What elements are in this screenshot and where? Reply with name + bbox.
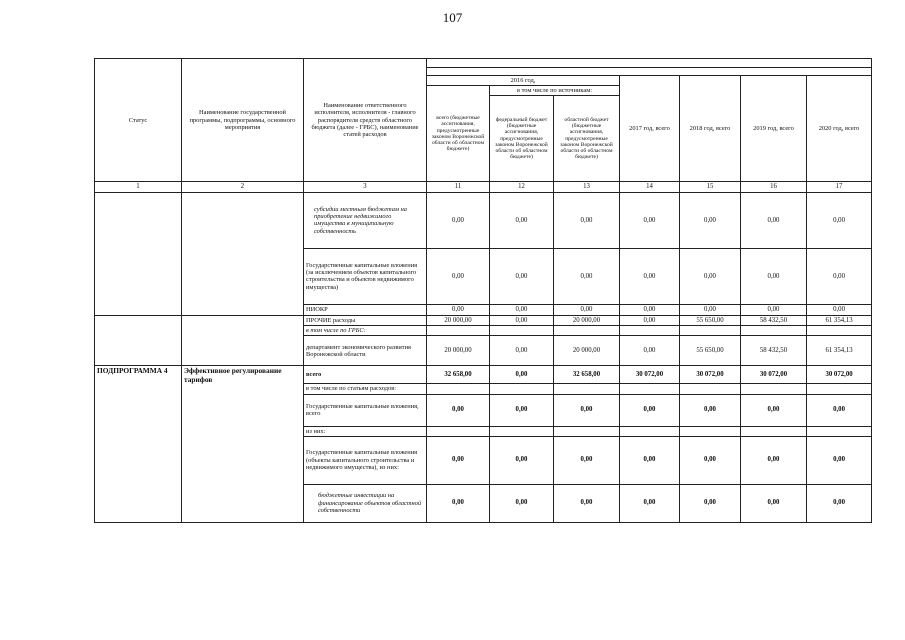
status-cell — [95, 192, 182, 315]
value-cell-empty — [807, 326, 872, 336]
value-cell: 0,00 — [741, 304, 807, 315]
value-cell: 0,00 — [680, 484, 741, 522]
value-cell-empty — [620, 326, 680, 336]
col-number: 2 — [182, 182, 304, 193]
value-cell: 0,00 — [680, 304, 741, 315]
value-cell-empty — [620, 384, 680, 394]
col-number: 11 — [427, 182, 490, 193]
value-cell: 0,00 — [490, 315, 554, 326]
value-cell: 0,00 — [620, 315, 680, 326]
value-cell-empty — [490, 384, 554, 394]
header-2020: 2020 год, всего — [807, 76, 872, 182]
value-cell-empty — [427, 384, 490, 394]
value-cell-empty — [427, 426, 490, 436]
value-cell: 0,00 — [807, 304, 872, 315]
header-total: всего (бюджетные ассигнования, предусмотренные законом Воронежской области об областном бюджете) — [427, 86, 490, 182]
value-cell-empty — [620, 426, 680, 436]
value-cell-empty — [554, 384, 620, 394]
value-cell: 0,00 — [620, 248, 680, 304]
value-cell: 0,00 — [741, 248, 807, 304]
value-cell: 0,00 — [741, 394, 807, 426]
value-cell: 20 000,00 — [554, 336, 620, 366]
value-cell-empty — [680, 326, 741, 336]
value-cell: 0,00 — [554, 484, 620, 522]
col-number: 1 — [95, 182, 182, 193]
value-cell: 0,00 — [427, 436, 490, 484]
value-cell: 61 354,13 — [807, 336, 872, 366]
header-regional: областной бюджет (бюджетные ассигнования, предусмотренные законом Воронежской области об областном бюджете) — [554, 96, 620, 182]
value-cell: 0,00 — [620, 336, 680, 366]
value-cell: 0,00 — [490, 436, 554, 484]
value-cell: 30 072,00 — [807, 366, 872, 384]
value-cell: 0,00 — [620, 436, 680, 484]
value-cell: 0,00 — [554, 192, 620, 248]
header-federal: федеральный бюджет (бюджетные ассигнования, предусмотренные законом Воронежской области об областном бюджете) — [490, 96, 554, 182]
expense-name: бюджетные инвестиции на финансирование объектов областной собственности — [304, 484, 427, 522]
value-cell: 0,00 — [427, 484, 490, 522]
value-cell-empty — [807, 426, 872, 436]
value-cell: 0,00 — [807, 484, 872, 522]
status-cell — [95, 315, 182, 366]
value-cell-empty — [554, 326, 620, 336]
value-cell: 0,00 — [807, 436, 872, 484]
value-cell-empty — [490, 326, 554, 336]
value-cell: 0,00 — [427, 192, 490, 248]
col-number: 13 — [554, 182, 620, 193]
value-cell: 0,00 — [490, 248, 554, 304]
header-executor: Наименование ответственного исполнителя, исполнителя - главного распорядителя средств областного бюджета (далее - ГРБС), наименование статей расходов — [304, 59, 427, 182]
value-cell: 0,00 — [741, 192, 807, 248]
expense-name: ПРОЧИЕ расходы — [304, 315, 427, 326]
col-number: 16 — [741, 182, 807, 193]
header-2016: 2016 год, — [427, 76, 620, 86]
value-cell: 0,00 — [620, 304, 680, 315]
value-cell: 0,00 — [554, 436, 620, 484]
value-cell: 0,00 — [620, 192, 680, 248]
value-cell: 58 432,50 — [741, 336, 807, 366]
header-program: Наименование государственной программы, подпрограммы, основного мероприятия — [182, 59, 304, 182]
value-cell: 0,00 — [680, 192, 741, 248]
col-number: 12 — [490, 182, 554, 193]
expense-name: всего — [304, 366, 427, 384]
value-cell: 30 072,00 — [620, 366, 680, 384]
value-cell: 0,00 — [490, 192, 554, 248]
value-cell: 0,00 — [620, 484, 680, 522]
value-cell: 55 650,00 — [680, 336, 741, 366]
value-cell: 32 658,00 — [554, 366, 620, 384]
value-cell: 55 650,00 — [680, 315, 741, 326]
value-cell: 0,00 — [554, 304, 620, 315]
value-cell: 0,00 — [680, 248, 741, 304]
col-number: 14 — [620, 182, 680, 193]
value-cell-empty — [807, 384, 872, 394]
program-cell — [182, 192, 304, 315]
value-cell: 0,00 — [427, 248, 490, 304]
program-cell: Эффективное регулирование тарифов — [182, 366, 304, 522]
value-cell: 20 000,00 — [554, 315, 620, 326]
value-cell: 0,00 — [490, 394, 554, 426]
expense-subheading: из них: — [304, 426, 427, 436]
value-cell: 0,00 — [490, 304, 554, 315]
value-cell: 0,00 — [490, 336, 554, 366]
value-cell-empty — [680, 426, 741, 436]
value-cell: 0,00 — [807, 248, 872, 304]
table-row — [95, 315, 872, 326]
value-cell: 58 432,50 — [741, 315, 807, 326]
value-cell: 30 072,00 — [680, 366, 741, 384]
value-cell-empty — [680, 384, 741, 394]
header-2018: 2018 год, всего — [680, 76, 741, 182]
value-cell: 0,00 — [490, 366, 554, 384]
value-cell-empty — [741, 326, 807, 336]
expense-subheading: в том числе по статьям расходов: — [304, 384, 427, 394]
expense-name: субсидии местным бюджетам на приобретение недвижимого имущества в муниципальную собственность — [304, 192, 427, 248]
expense-subheading: в том числе по ГРБС: — [304, 326, 427, 336]
value-cell: 20 000,00 — [427, 336, 490, 366]
value-cell: 0,00 — [741, 484, 807, 522]
table-row — [95, 192, 872, 248]
value-cell: 61 354,13 — [807, 315, 872, 326]
col-number: 15 — [680, 182, 741, 193]
value-cell-empty — [427, 326, 490, 336]
header-sources: в том числе по источникам: — [490, 86, 620, 96]
header-blank-2 — [427, 68, 872, 76]
value-cell: 32 658,00 — [427, 366, 490, 384]
value-cell: 0,00 — [490, 484, 554, 522]
budget-table — [94, 58, 872, 523]
value-cell: 0,00 — [554, 248, 620, 304]
header-blank-top — [427, 59, 872, 68]
value-cell: 0,00 — [620, 394, 680, 426]
expense-name: Государственные капитальные вложения, всего — [304, 394, 427, 426]
header-2017: 2017 год, всего — [620, 76, 680, 182]
column-number-row — [95, 182, 872, 193]
value-cell: 0,00 — [680, 394, 741, 426]
value-cell: 20 000,00 — [427, 315, 490, 326]
col-number: 17 — [807, 182, 872, 193]
expense-name: НИОКР — [304, 304, 427, 315]
header-2019: 2019 год, всего — [741, 76, 807, 182]
expense-name: Государственные капитальные вложения (объекты капитального строительства и недвижимого имущества), из них: — [304, 436, 427, 484]
value-cell: 0,00 — [807, 394, 872, 426]
value-cell: 0,00 — [554, 394, 620, 426]
value-cell: 30 072,00 — [741, 366, 807, 384]
value-cell: 0,00 — [427, 304, 490, 315]
value-cell-empty — [490, 426, 554, 436]
page-number: 107 — [442, 10, 463, 25]
value-cell-empty — [554, 426, 620, 436]
expense-name: Государственные капитальные вложения (за исключением объектов капитального строительства и объектов недвижимого имущества) — [304, 248, 427, 304]
value-cell: 0,00 — [427, 394, 490, 426]
status-cell: ПОДПРОГРАММА 4 — [95, 366, 182, 522]
col-number: 3 — [304, 182, 427, 193]
value-cell-empty — [741, 426, 807, 436]
table-row — [95, 366, 872, 384]
value-cell-empty — [741, 384, 807, 394]
value-cell: 0,00 — [741, 436, 807, 484]
program-cell — [182, 315, 304, 366]
value-cell: 0,00 — [680, 436, 741, 484]
header-status: Статус — [95, 59, 182, 182]
value-cell: 0,00 — [807, 192, 872, 248]
expense-name: департамент экономического развития Воронежской области — [304, 336, 427, 366]
